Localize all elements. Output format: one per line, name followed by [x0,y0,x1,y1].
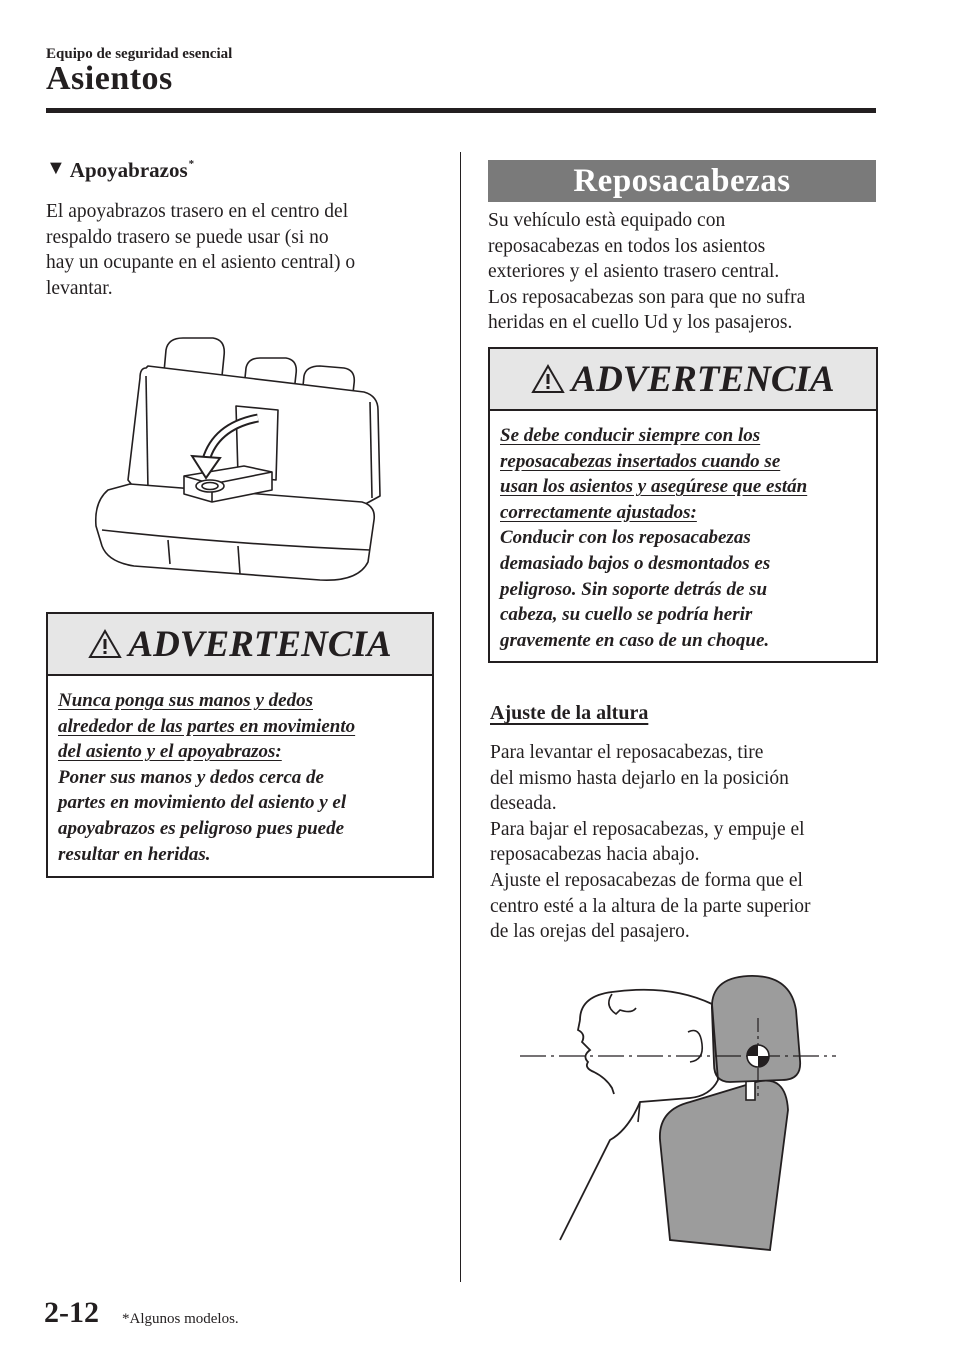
warning-line: gravemente en caso de un choque. [500,629,770,651]
page-number: 2-12 [44,1296,99,1329]
page-title: Asientos [46,60,173,97]
column-divider [460,152,461,1282]
text-line: respaldo trasero se puede usar (si no [46,226,329,248]
text-line: centro esté a la altura de la parte superior [490,895,811,917]
warning-header [490,349,876,411]
warning-title: ADVERTENCIA [571,358,835,400]
warning-line: partes en movimiento del asiento y el [58,792,347,814]
text-line: reposacabezas hacia abajo. [490,844,700,866]
warning-body [490,411,876,653]
warning-header [48,614,432,676]
text-line: de las orejas del pasajero. [490,921,690,943]
text-line: Ajuste el reposacabezas de forma que el [490,869,803,891]
warning-box-headrest [488,347,878,663]
warning-line: peligroso. Sin soporte detrás de su [500,578,768,600]
warning-line: alrededor de las partes en movimiento [58,715,356,737]
warning-title: ADVERTENCIA [128,623,392,665]
text-line: hay un ocupante en el asiento central) o [46,252,356,274]
heading-apoyabrazos [46,158,194,183]
warning-line: resultar en heridas. [58,843,211,865]
section-label: Equipo de seguridad esencial [46,46,233,62]
warning-line: correctamente ajustados: [500,501,697,523]
text-line: Su vehículo està equipado con [488,210,726,231]
text-line: deseada. [490,793,557,815]
header-rule [46,108,876,113]
warning-box-armrest [46,612,434,878]
subheading-height-adjust: Ajuste de la altura [490,702,649,724]
text-line: exteriores y el asiento trasero central. [488,261,780,283]
armrest-paragraph [46,199,446,301]
warning-line: Nunca ponga sus manos y dedos [58,690,313,711]
warning-line: Conducir con los reposacabezas [500,527,751,549]
text-line: El apoyabrazos trasero en el centro del [46,201,349,222]
warning-line: Poner sus manos y dedos cerca de [58,766,324,788]
warning-line: usan los asientos y asegúrese que están [500,476,808,498]
warning-line: cabeza, su cuello se podría herir [500,604,753,626]
text-line: del mismo hasta dejarlo en la posición [490,767,789,789]
heading-text: Apoyabrazos [69,158,188,182]
text-line: Los reposacabezas son para que no sufra [488,286,806,308]
warning-triangle-icon [88,629,122,659]
warning-line: del asiento y el apoyabrazos: [58,741,282,763]
headrest-intro [488,208,878,336]
text-line: reposacabezas en todos los asientos [488,235,766,257]
triangle-down-icon: ▼ [46,157,66,179]
height-adjust-paragraph [490,740,880,945]
section-banner-reposacabezas: Reposacabezas [488,160,876,202]
rear-seat-armrest-illustration [88,330,388,590]
warning-body [48,676,432,867]
text-line: levantar. [46,277,113,299]
text-line: Para bajar el reposacabezas, y empuje el [490,818,805,840]
warning-line: apoyabrazos es peligroso pues puede [58,817,345,839]
warning-line: Se debe conducir siempre con los [500,425,761,446]
warning-line: reposacabezas insertados cuando se [500,450,781,472]
footnote: *Algunos modelos. [122,1311,239,1327]
headrest-height-illustration [520,970,850,1260]
text-line: Para levantar el reposacabezas, tire [490,742,764,763]
warning-triangle-icon [531,364,565,394]
heading-marker: * [188,158,195,170]
warning-line: demasiado bajos o desmontados es [500,552,771,574]
text-line: heridas en el cuello Ud y los pasajeros. [488,312,793,334]
